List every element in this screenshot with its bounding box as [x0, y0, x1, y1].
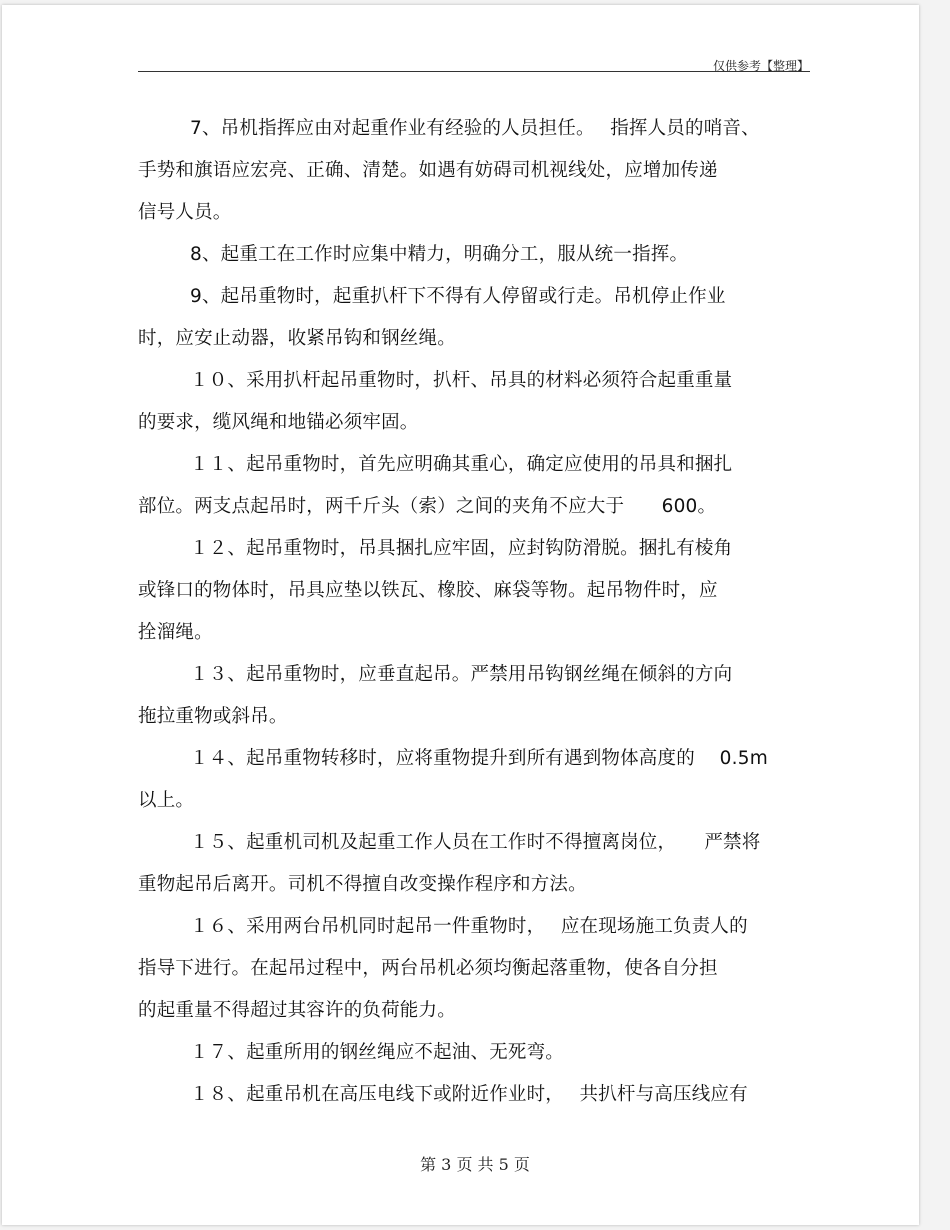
paragraph-line: 指导下进行。在起吊过程中，两台吊机必须均衡起落重物，使各自分担 — [138, 958, 718, 979]
paragraph-line: １０、采用扒杆起吊重物时，扒杆、吊具的材料必须符合起重重量 — [190, 370, 733, 391]
paragraph — [138, 822, 813, 906]
paragraph — [138, 444, 813, 528]
paragraph — [138, 528, 813, 654]
paragraph — [138, 360, 813, 444]
paragraph — [138, 906, 813, 1032]
page-footer: 第 3 页 共 5 页 — [420, 1155, 530, 1174]
header-note: 仅供参考【整理】 — [712, 59, 809, 73]
paragraph-line: 9、起吊重物时，起重扒杆下不得有人停留或行走。吊机停止作业 — [190, 286, 726, 307]
paragraph-line: １２、起吊重物时，吊具捆扎应牢固，应封钩防滑脱。捆扎有棱角 — [190, 538, 733, 559]
paragraph — [138, 738, 813, 822]
paragraph-line: 的起重量不得超过其容许的负荷能力。 — [138, 1000, 456, 1021]
paragraph-line: １８、起重吊机在高压电线下或附近作业时， 共扒杆与高压线应有 — [190, 1084, 748, 1105]
paragraph-line: １６、采用两台吊机同时起吊一件重物时， 应在现场施工负责人的 — [190, 916, 748, 937]
paragraph-line: １３、起吊重物时，应垂直起吊。严禁用吊钩钢丝绳在倾斜的方向 — [190, 664, 733, 685]
paragraph — [138, 1032, 813, 1074]
paragraph — [138, 276, 813, 360]
document-body — [138, 108, 813, 1116]
paragraph-line: 手势和旗语应宏亮、正确、清楚。如遇有妨碍司机视线处，应增加传递 — [138, 160, 718, 181]
paragraph-line: １１、起吊重物时，首先应明确其重心，确定应使用的吊具和捆扎 — [190, 454, 733, 475]
paragraph-line: １７、起重所用的钢丝绳应不起油、无死弯。 — [190, 1042, 565, 1063]
paragraph-line: 信号人员。 — [138, 202, 232, 223]
paragraph-line: 或锋口的物体时，吊具应垫以铁瓦、橡胶、麻袋等物。起吊物件时，应 — [138, 580, 718, 601]
header-rule — [138, 71, 810, 72]
paragraph-line: 时，应安止动器，收紧吊钩和钢丝绳。 — [138, 328, 456, 349]
paragraph-line: 部位。两支点起吊时，两千斤头（索）之间的夹角不应大于 600。 — [138, 496, 717, 517]
paragraph — [138, 1074, 813, 1116]
paragraph — [138, 654, 813, 738]
paragraph-line: １４、起吊重物转移时，应将重物提升到所有遇到物体高度的 0.5m — [190, 748, 768, 769]
paragraph-line: 以上。 — [138, 790, 195, 811]
paragraph-line: 拖拉重物或斜吊。 — [138, 706, 288, 727]
paragraph-line: 拴溜绳。 — [138, 622, 213, 643]
paragraph-line: 重物起吊后离开。司机不得擅自改变操作程序和方法。 — [138, 874, 587, 895]
paragraph — [138, 234, 813, 276]
paragraph — [138, 108, 813, 234]
paragraph-line: 7、吊机指挥应由对起重作业有经验的人员担任。 指挥人员的哨音、 — [190, 118, 760, 139]
paragraph-line: 的要求，缆风绳和地锚必须牢固。 — [138, 412, 419, 433]
paragraph-line: 8、起重工在工作时应集中精力，明确分工，服从统一指挥。 — [190, 244, 689, 265]
paragraph-line: １５、起重机司机及起重工作人员在工作时不得擅离岗位， 严禁将 — [190, 832, 761, 853]
